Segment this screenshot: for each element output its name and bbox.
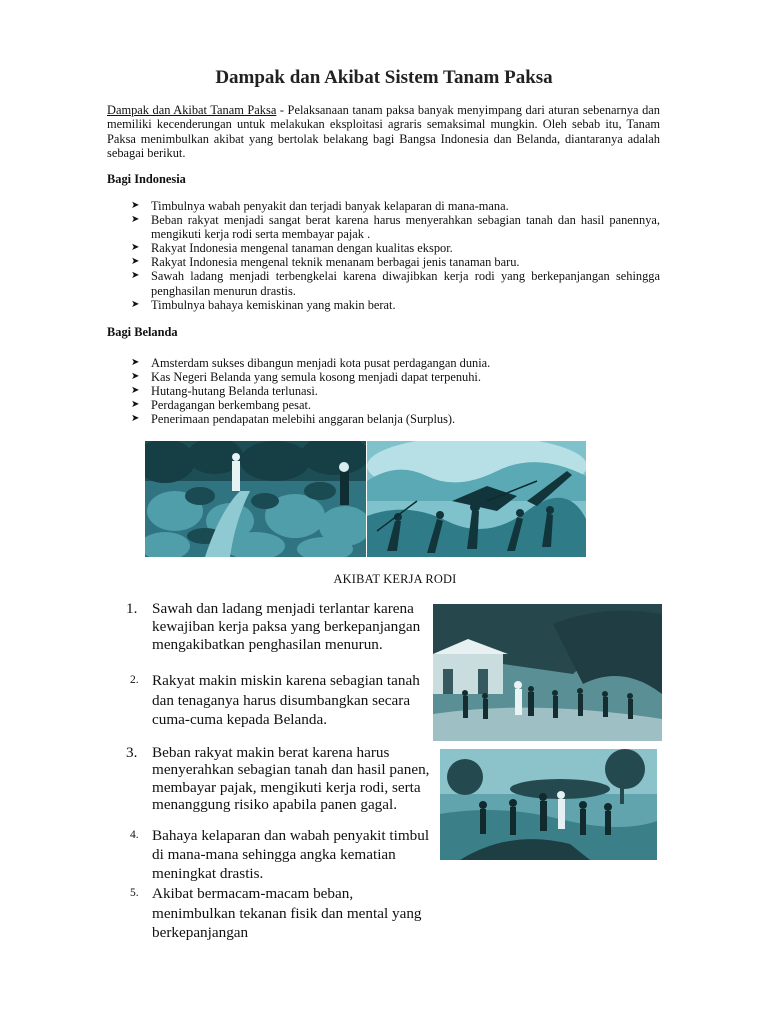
digging-photo [440, 749, 657, 860]
page-title: Dampak dan Akibat Sistem Tanam Paksa [215, 67, 553, 88]
item-number: 2. [130, 674, 139, 686]
labor-photo [433, 604, 662, 741]
item-text: Beban rakyat makin berat karena harus menyerahkan sebagian tanah dan hasil panen, membayar pajak, mengikuti kerja rodi, serta menanggung risiko apabila panen gagal. [152, 744, 430, 814]
list-item: ➤ Timbulnya bahaya kemiskinan yang makin berat. [131, 298, 660, 312]
intro-paragraph [107, 103, 660, 161]
item-text: Akibat bermacam-macam beban, menimbulkan tekanan fisik dan mental yang berkepanjangan [152, 885, 422, 942]
list-item [118, 826, 438, 884]
effects-list [118, 600, 438, 943]
indonesia-list [131, 199, 660, 312]
item-number: 5. [130, 887, 139, 899]
plantation-photo [145, 441, 366, 557]
intro-link[interactable]: Dampak dan Akibat Tanam Paksa [107, 103, 277, 117]
list-item: ➤ Rakyat Indonesia mengenal tanaman dengan kualitas ekspor. [131, 241, 660, 255]
list-item: ➤ Amsterdam sukses dibangun menjadi kota pusat perdagangan dunia. [131, 356, 660, 370]
list-item: ➤ Rakyat Indonesia mengenal teknik menanam berbagai jenis tanaman baru. [131, 255, 660, 269]
list-item: ➤ Hutang-hutang Belanda terlunasi. [131, 384, 660, 398]
item-number: 4. [130, 829, 139, 841]
list-item [118, 600, 438, 671]
item-text: Bahaya kelaparan dan wabah penyakit timbul di mana-mana sehingga angka kematian meningkat drastis. [152, 827, 430, 882]
list-item: ➤ Penerimaan pendapatan melebihi anggaran belanja (Surplus). [131, 412, 660, 426]
item-text: Rakyat makin miskin karena sebagian tanah dan tenaganya harus disumbangkan secara cuma-cuma kepada Belanda. [152, 672, 420, 729]
list-item: ➤ Beban rakyat menjadi sangat berat karena harus menyerahkan sebagian tanah dan hasil panennya, mengikuti kerja rodi serta membayar pajak . [131, 213, 660, 241]
heading-belanda: Bagi Belanda [107, 325, 178, 339]
heading-indonesia: Bagi Indonesia [107, 172, 186, 186]
item-number: 3. [126, 744, 138, 761]
list-item [118, 744, 438, 826]
list-item [118, 671, 438, 744]
list-item: ➤ Timbulnya wabah penyakit dan terjadi banyak kelaparan di mana-mana. [131, 199, 660, 213]
intro-text: - Pelaksanaan tanam paksa banyak menyimpang dari aturan sebenarnya dan memiliki kecenderungan untuk melakukan eksploitasi agraris semaksimal mungkin. Oleh sebab itu, Tanam Paksa menimbulkan akibat yang bertolak belakang bagi Bangsa Indonesia dan Belanda, diantaranya adalah sebagai berikut. [107, 103, 660, 161]
battle-photo [367, 441, 586, 557]
list-item: ➤ Perdagangan berkembang pesat. [131, 398, 660, 412]
item-text: Sawah dan ladang menjadi terlantar karena kewajiban kerja paksa yang berkepanjangan mengakibatkan penghasilan menurun. [152, 600, 421, 653]
list-item: ➤ Sawah ladang menjadi terbengkelai karena diwajibkan kerja rodi yang berkepanjangan sehingga penghasilan menurun drastis. [131, 269, 660, 297]
list-item [118, 884, 438, 943]
photo-caption: AKIBAT KERJA RODI [333, 572, 457, 586]
belanda-list [131, 356, 660, 426]
list-item: ➤ Kas Negeri Belanda yang semula kosong menjadi dapat terpenuhi. [131, 370, 660, 384]
item-number: 1. [126, 600, 138, 617]
